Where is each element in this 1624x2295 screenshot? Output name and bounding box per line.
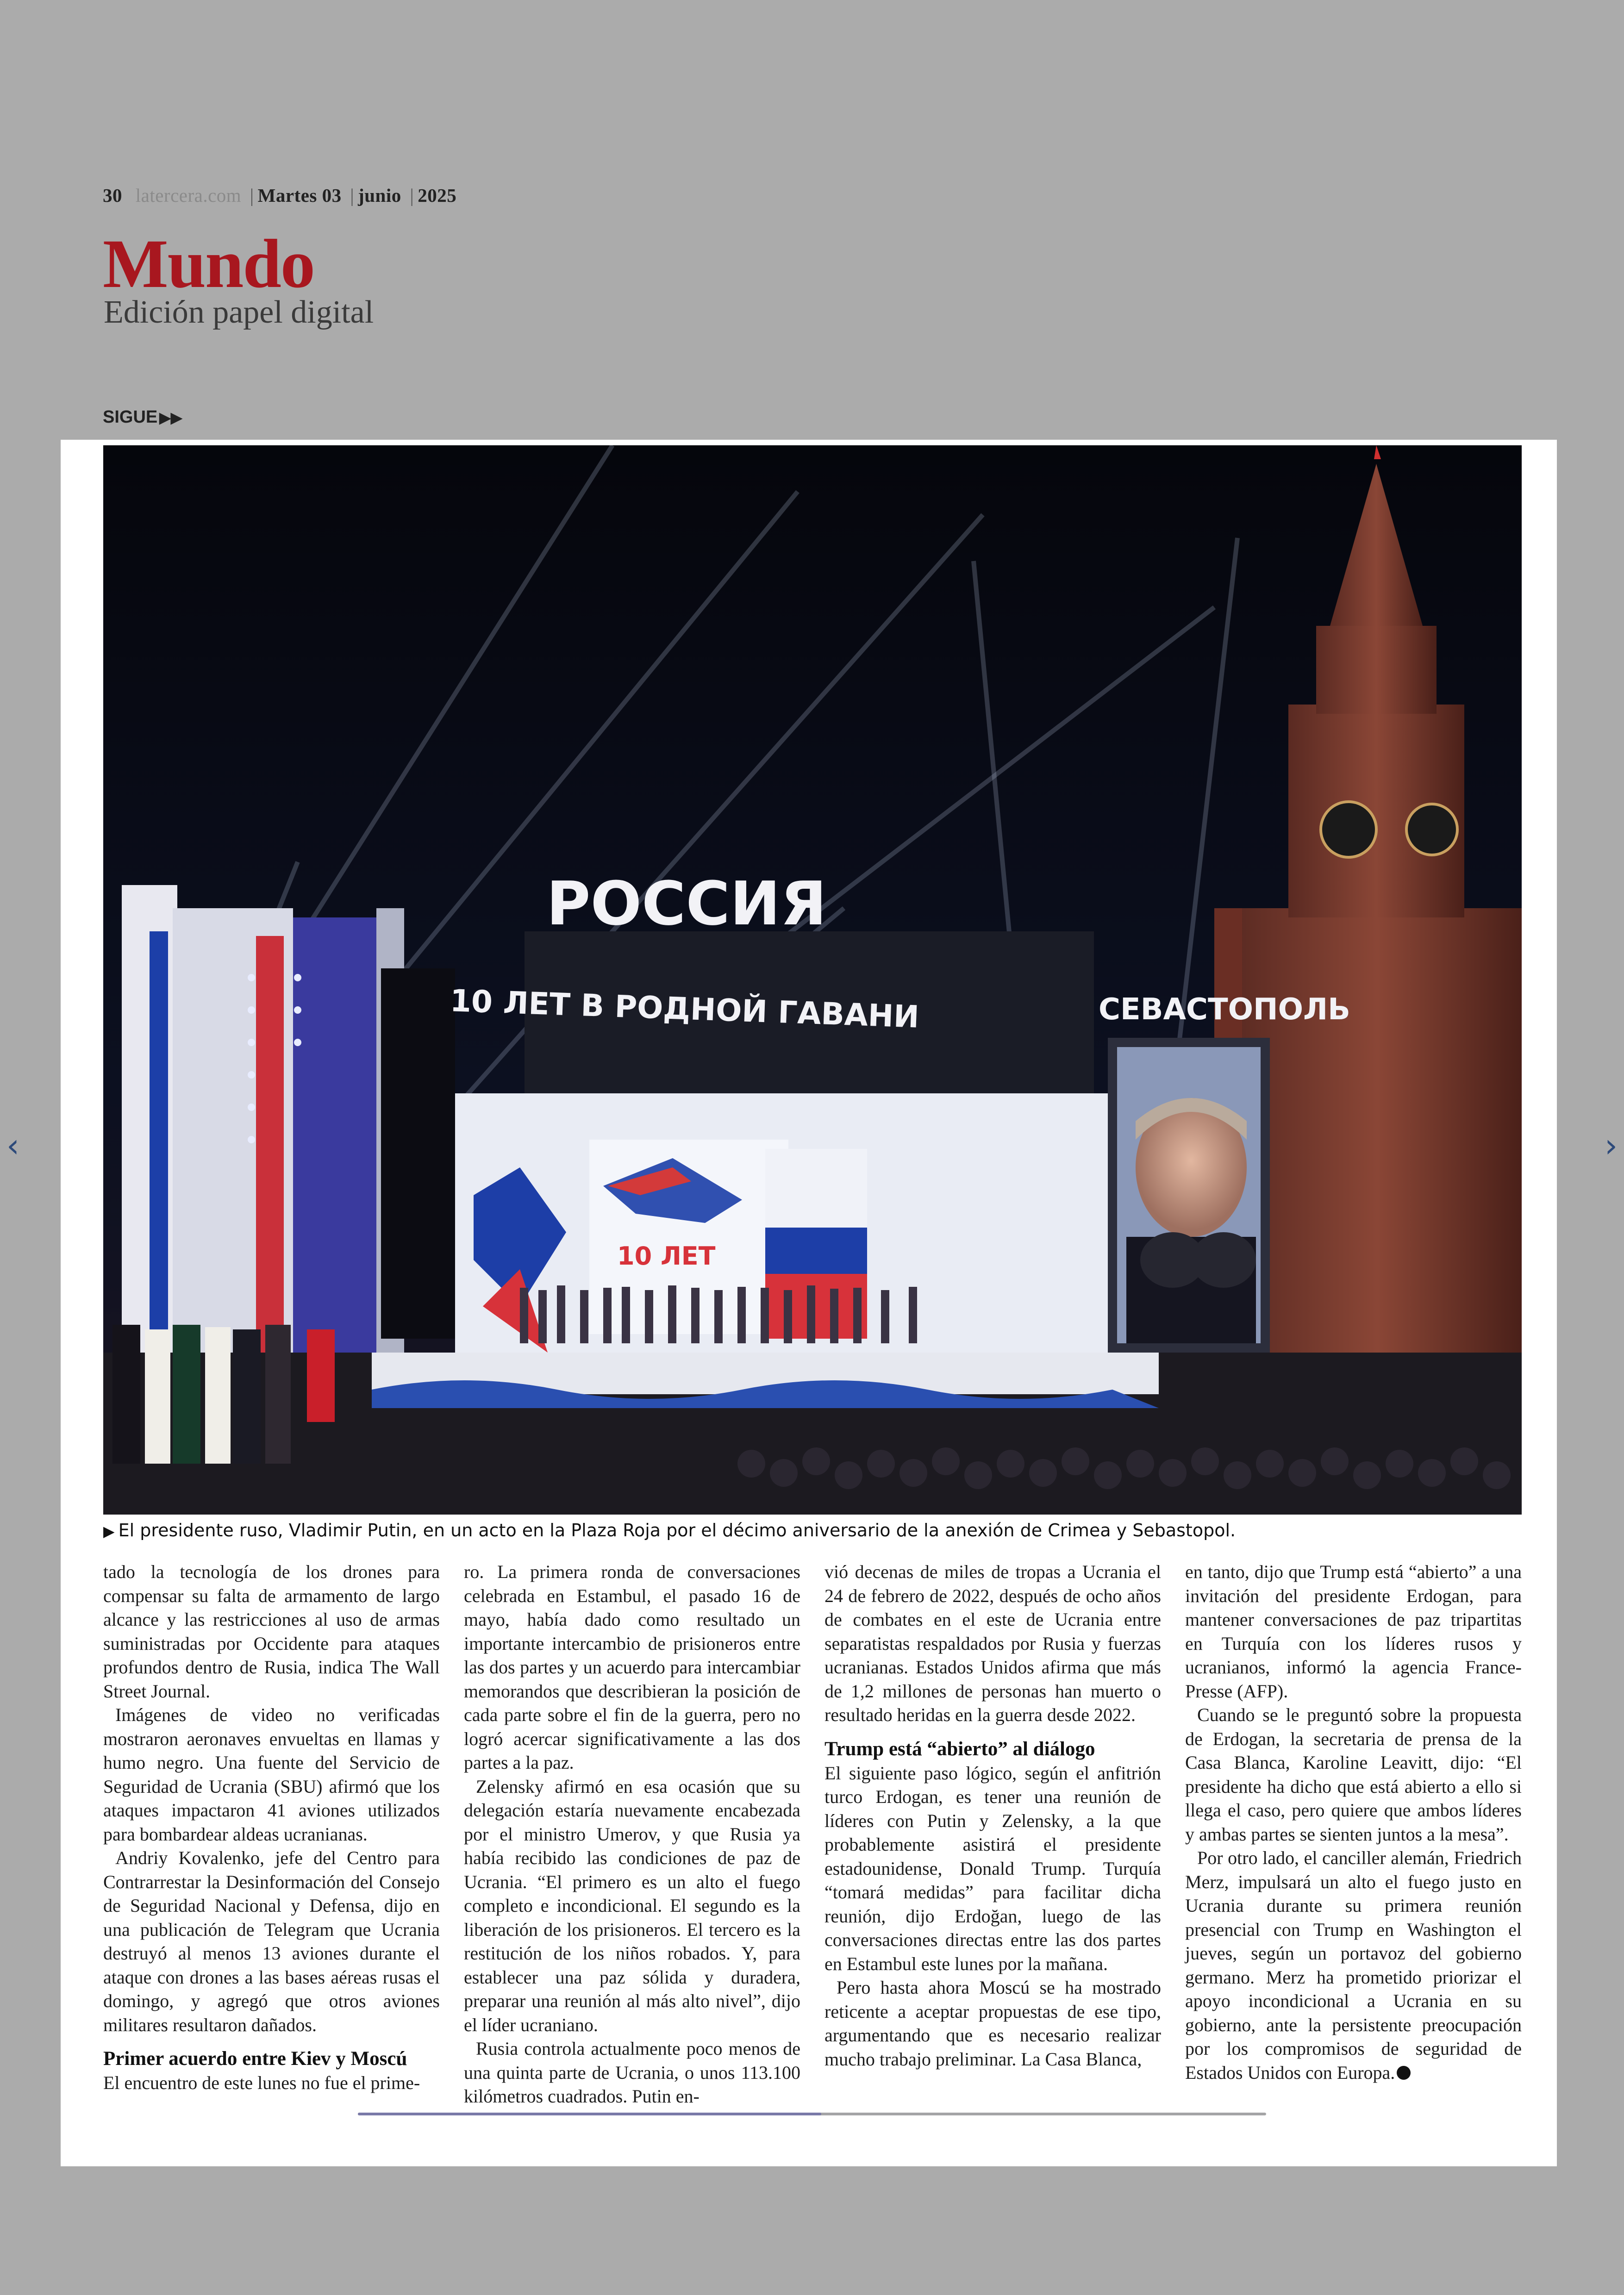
issue-year: 2025 (418, 185, 457, 206)
paragraph: vió decenas de miles de tropas a Ucrania el 24 de febrero de 2022, después de ocho años de combates en el este de Ucrania entre separatistas respaldados por Rusia y fuerzas ucranianas. Estados Unidos afirma que más de 1,2 millones de personas han muerto o resultado heridas en la guerra desde 2022. (824, 1561, 1161, 1725)
previous-page-button[interactable]: ‹ (6, 1127, 19, 1165)
site-name: latercera.com (135, 185, 242, 206)
dateline: 30 latercera.com | Martes 03 | junio | 2025 (103, 185, 457, 206)
caption-marker-icon: ▶ (103, 1522, 115, 1540)
subheading: Trump está “abierto” al diálogo (824, 1738, 1095, 1760)
paragraph: Pero hasta ahora Moscú se ha mostrado reticente a aceptar propuestas de ese tipo, argumentando que es necesario realizar mucho trabajo preliminar. La Casa Blanca, (824, 1977, 1161, 2070)
paragraph: El siguiente paso lógico, según el anfitrión turco Erdogan, es tener una reunión de líderes con Putin y Zelensky, a la que probablemente asistirá el presidente estadounidense, Donald Trump. Turquía “tomará medidas” para facilitar dicha reunión, dijo Erdoğan, luego de las conversaciones directas entre las dos partes en Estambul este lunes por la mañana. (824, 1762, 1161, 1974)
paragraph: Cuando se le preguntó sobre la propuesta de Erdogan, la secretaria de prensa de la Casa Blanca, Karoline Leavitt, dijo: “El presidente ha dicho que está abierto a ello si llega el caso, pero quiere que ambos líderes y ambas partes se sienten juntos a la mesa”. (1185, 1704, 1522, 1845)
paragraph: Rusia controla actualmente poco menos de una quinta parte de Ucrania, o unos 113.100 kilómetros cuadrados. Putin en- (464, 2038, 800, 2107)
photo-caption (103, 1518, 1522, 1543)
article-body (103, 1560, 1522, 2108)
paragraph: Zelensky afirmó en esa ocasión que su delegación estaría nuevamente encabezada por el ministro Umerov, y que Rusia ya había recibido las condiciones de paz de Ucrania. “El primero es un alto el fuego completo e incondicional. El segundo es la liberación de los prisioneros. El tercero es la restitución de los niños robados. Y, para establecer una paz sólida y duradera, preparar una reunión al más alto nivel”, dijo el líder ucraniano. (464, 1776, 800, 2035)
end-mark-icon (1397, 2066, 1411, 2080)
paragraph: tado la tecnología de los drones para compensar su falta de armamento de largo alcance y las restricciones al uso de armas suministradas por Occidente para ataques profundos dentro de Rusia, indica The Wall Street Journal. (103, 1561, 440, 1702)
double-arrow-icon: ▶▶ (159, 409, 182, 426)
continue-label: SIGUE (103, 407, 158, 427)
red-square-concert-image (103, 445, 1522, 1515)
section-title: Mundo (103, 225, 314, 302)
stage-logo: 10 ЛЕТ (617, 1241, 716, 1271)
paragraph: Andriy Kovalenko, jefe del Centro para Contrarrestar la Desinformación del Consejo de Seguridad Nacional y Defensa, dijo en una publicación de Telegram que Ucrania destruyó al menos 13 aviones durante el ataque con drones a las bases aéreas rusas el domingo, y agregó que otros aviones militares resultaron dañados. (103, 1847, 440, 2035)
article-column-4 (1185, 1560, 1522, 2108)
paragraph (1185, 1846, 1522, 2084)
issue-month: junio (358, 185, 401, 206)
article-column-2 (464, 1560, 800, 2108)
sign-russia: РОССИЯ (546, 868, 827, 939)
article-column-1 (103, 1560, 440, 2108)
sign-city: СЕВАСТОПОЛЬ (1099, 992, 1350, 1027)
reading-progress-fill (358, 2113, 821, 2115)
paragraph: ro. La primera ronda de conversaciones celebrada en Estambul, el pasado 16 de mayo, había dado como resultado un importante intercambio de prisioneros entre las dos partes y un acuerdo para intercambiar memorandos que describieran la posición de cada parte sobre el fin de la guerra, pero no logró acercar significativamente a las dos partes a la paz. (464, 1561, 800, 1773)
paragraph: en tanto, dijo que Trump está “abierto” a una invitación del presidente Erdogan, para mantener conversaciones de paz tripartitas en Turquía con los líderes rusos y ucranianos, informó la agencia France-Presse (AFP). (1185, 1561, 1522, 1702)
continue-marker (103, 407, 182, 427)
paragraph: Imágenes de video no verificadas mostraron aeronaves envueltas en llamas y humo negro. Una fuente del Servicio de Seguridad de Ucrania (SBU) afirmó que los ataques impactaron 41 aviones utilizados para bombardear aldeas ucranianas. (103, 1704, 440, 1845)
article-page (61, 440, 1557, 2166)
subheading: Primer acuerdo entre Kiev y Moscú (103, 2048, 407, 2070)
next-page-button[interactable]: › (1605, 1127, 1618, 1165)
sign-banner: 10 ЛЕТ В РОДНОЙ ГАВАНИ (449, 983, 920, 1035)
page-number: 30 (103, 185, 122, 206)
reading-progress-bar[interactable] (358, 2113, 1266, 2115)
caption-text: El presidente ruso, Vladimir Putin, en un acto en la Plaza Roja por el décimo aniversario de la anexión de Crimea y Sebastopol. (118, 1520, 1236, 1540)
paragraph-text: Por otro lado, el canciller alemán, Friedrich Merz, impulsará un alto el fuego justo en Ucrania durante su primera reunión presencial con Trump en Washington el jueves, según un portavoz del gobierno germano. Merz ha prometido priorizar el apoyo incondicional a Ucrania en su gobierno, ante la persistente preocupación por los compromisos de seguridad de Estados Unidos con Europa. (1185, 1847, 1522, 2083)
section-subtitle: Edición papel digital (104, 294, 374, 330)
article-photo (103, 445, 1522, 1515)
issue-day: Martes 03 (257, 185, 342, 206)
paragraph: El encuentro de este lunes no fue el prime- (103, 2072, 420, 2093)
article-column-3 (824, 1560, 1161, 2108)
